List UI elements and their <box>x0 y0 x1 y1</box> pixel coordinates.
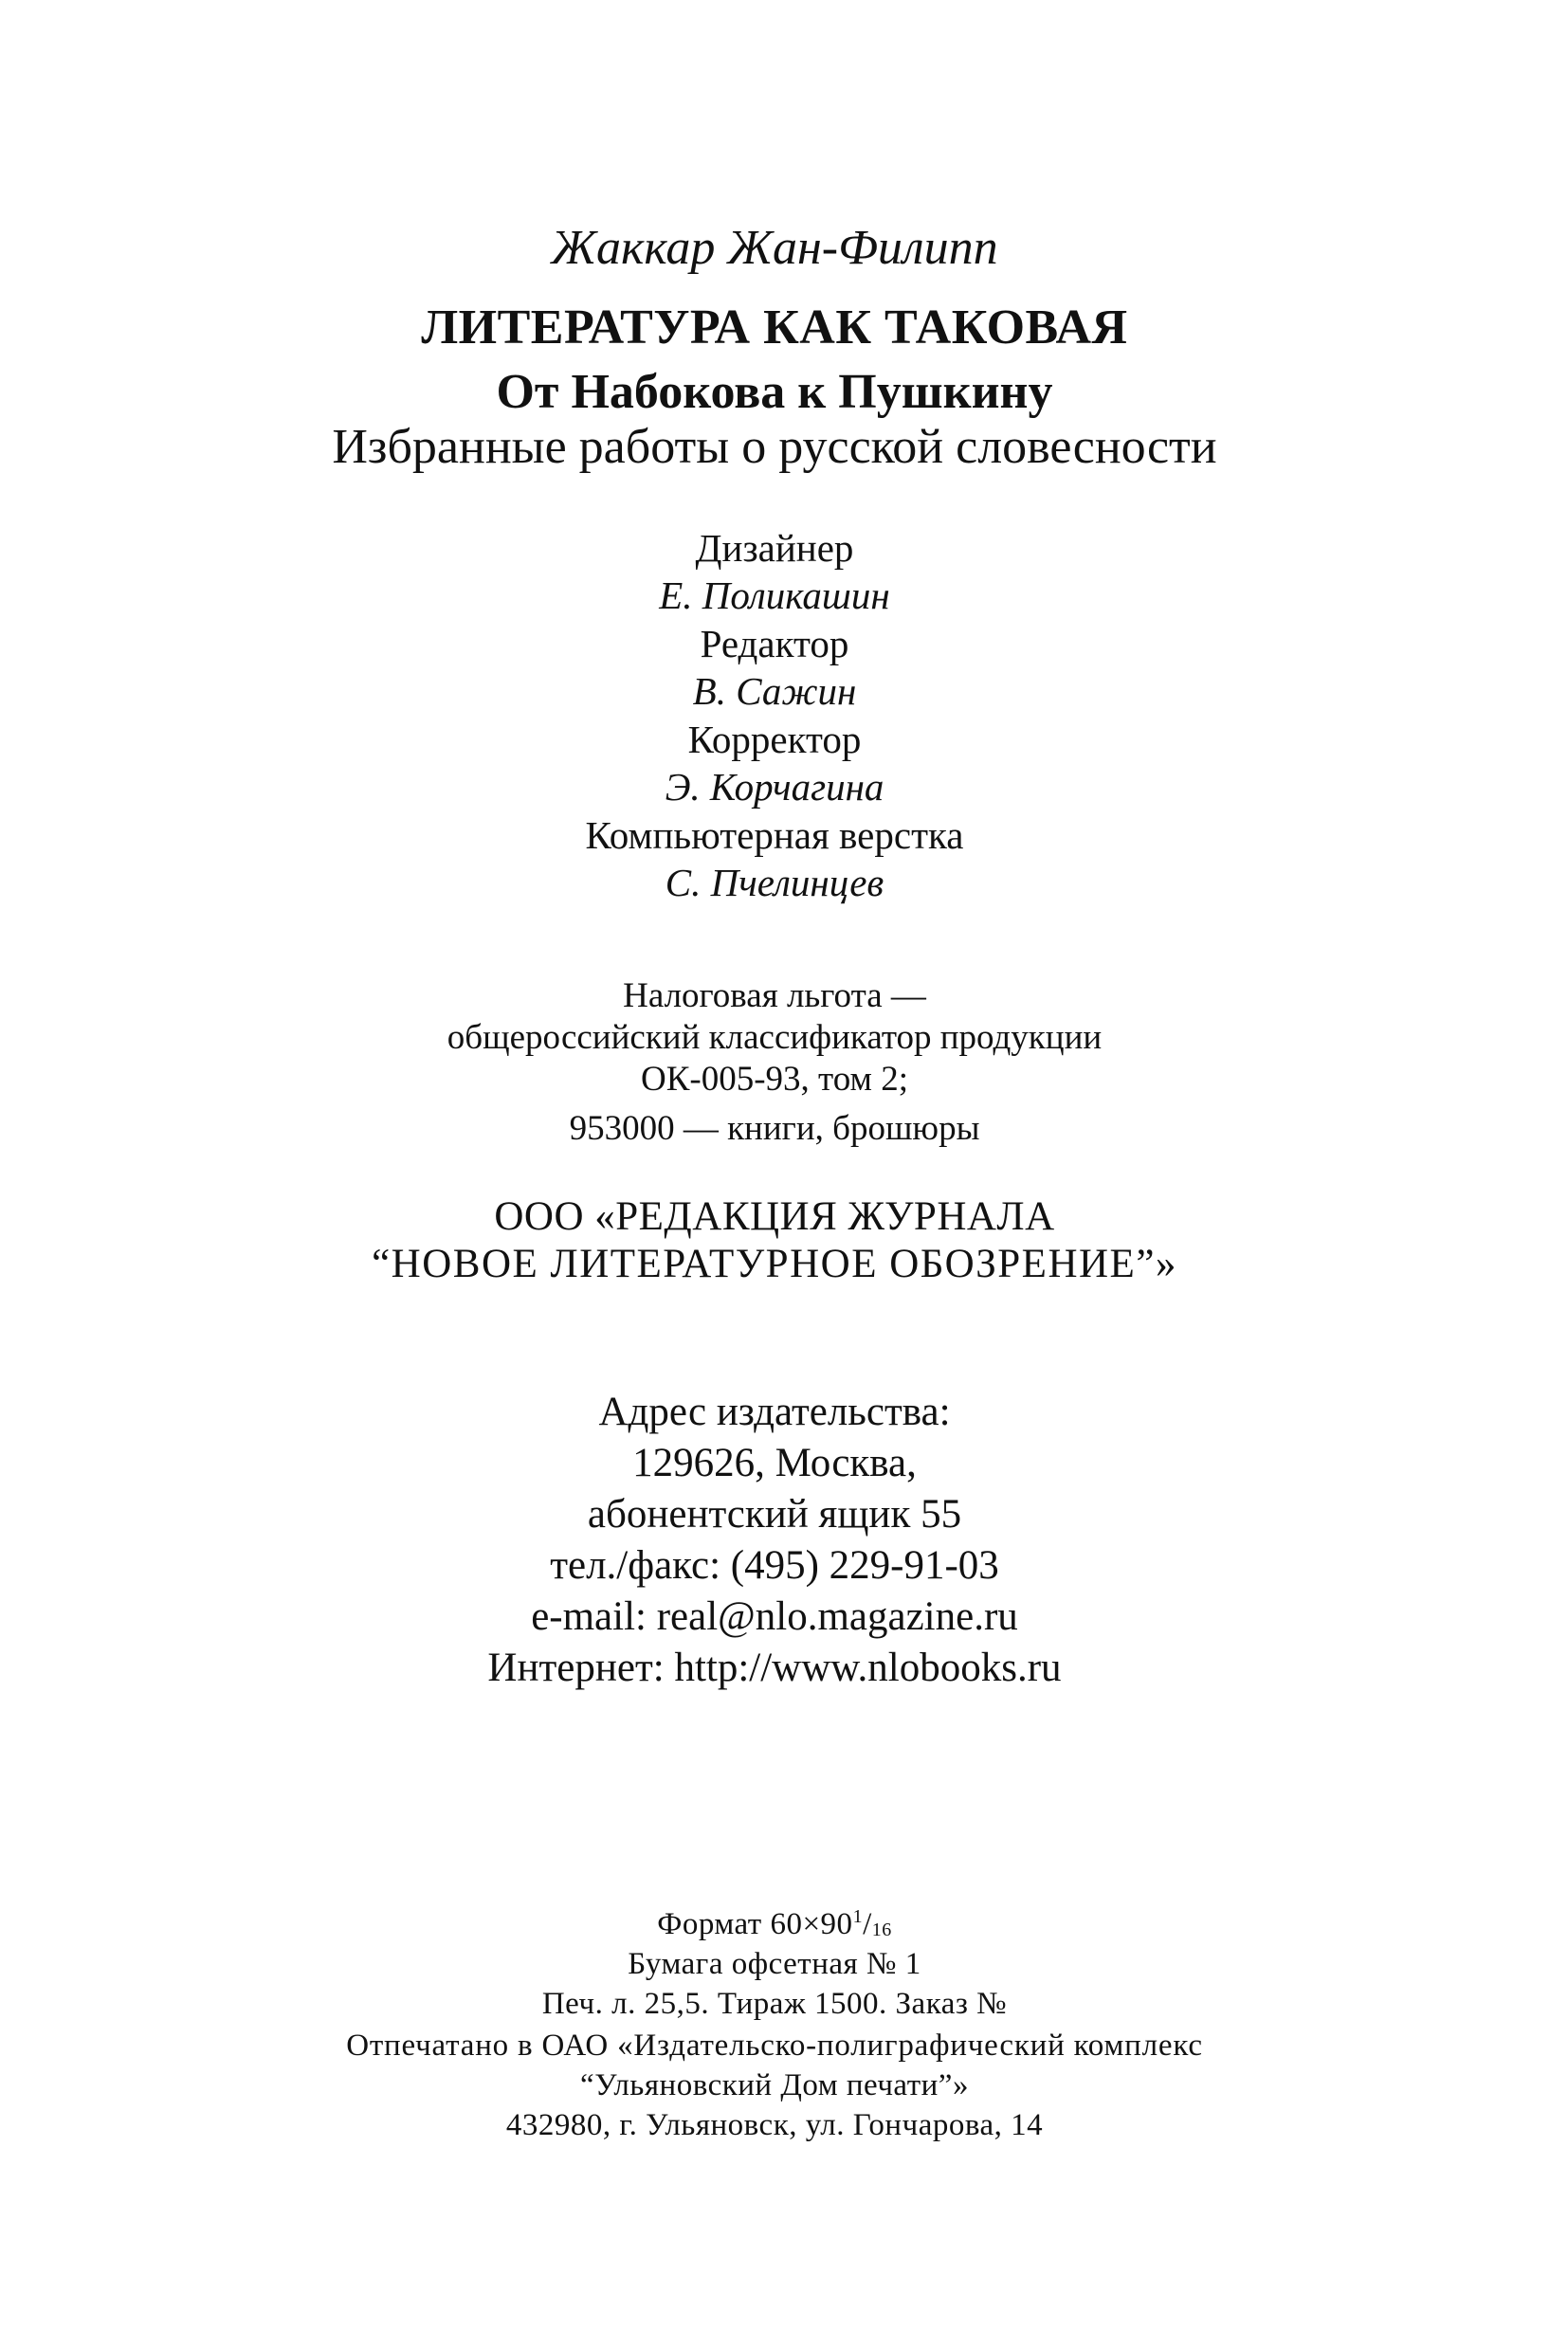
tax-line-3: ОК-005-93, том 2; <box>641 1060 908 1099</box>
printer-line-1: Отпечатано в ОАО «Издательско-полиграфический комплекс <box>346 2029 1203 2063</box>
format-numerator: 1 <box>852 1906 864 1927</box>
address-box: абонентский ящик 55 <box>587 1492 962 1537</box>
format-denominator: 16 <box>871 1920 892 1940</box>
author-name: Жаккар Жан-Филипп <box>551 221 998 275</box>
printer-line-2: “Ульяновский Дом печати”» <box>580 2068 969 2102</box>
book-title: ЛИТЕРАТУРА КАК ТАКОВАЯ <box>421 300 1128 355</box>
tax-line-2: общероссийский классификатор продукции <box>447 1018 1103 1057</box>
print-info-line: Печ. л. 25,5. Тираж 1500. Заказ № <box>541 1987 1008 2021</box>
credit-name-layout: С. Пчелинцев <box>665 861 884 904</box>
credit-role-designer: Дизайнер <box>695 526 854 570</box>
book-subtitle: От Набокова к Пушкину <box>496 365 1053 419</box>
tax-line-4: 953000 — книги, брошюры <box>569 1109 980 1148</box>
address-email: e-mail: real@nlo.magazine.ru <box>531 1594 1018 1639</box>
tax-line-1: Налоговая льгота — <box>623 976 926 1015</box>
credit-role-layout: Компьютерная верстка <box>585 813 964 857</box>
credit-role-editor: Редактор <box>700 622 849 665</box>
format-line <box>0 1907 1559 1940</box>
credit-name-editor: В. Сажин <box>692 669 857 713</box>
paper-line: Бумага офсетная № 1 <box>628 1947 921 1981</box>
credit-name-designer: Е. Поликашин <box>659 573 890 617</box>
address-phone: тел./факс: (495) 229-91-03 <box>550 1543 999 1588</box>
format-label: Формат 60×90 <box>657 1907 853 1941</box>
publisher-line-2: “НОВОЕ ЛИТЕРАТУРНОЕ ОБОЗРЕНИЕ”» <box>372 1242 1177 1286</box>
address-label: Адрес издательства: <box>598 1390 951 1434</box>
format-separator: / <box>863 1907 872 1941</box>
address-city: 129626, Москва, <box>632 1441 917 1485</box>
printer-address: 432980, г. Ульяновск, ул. Гончарова, 14 <box>505 2108 1044 2142</box>
credit-name-proofreader: Э. Корчагина <box>665 765 884 809</box>
book-description: Избранные работы о русской словесности <box>332 420 1217 474</box>
credit-role-proofreader: Корректор <box>687 718 862 761</box>
address-website: Интернет: http://www.nlobooks.ru <box>487 1646 1062 1690</box>
publisher-line-1: ООО «РЕДАКЦИЯ ЖУРНАЛА <box>494 1194 1055 1239</box>
